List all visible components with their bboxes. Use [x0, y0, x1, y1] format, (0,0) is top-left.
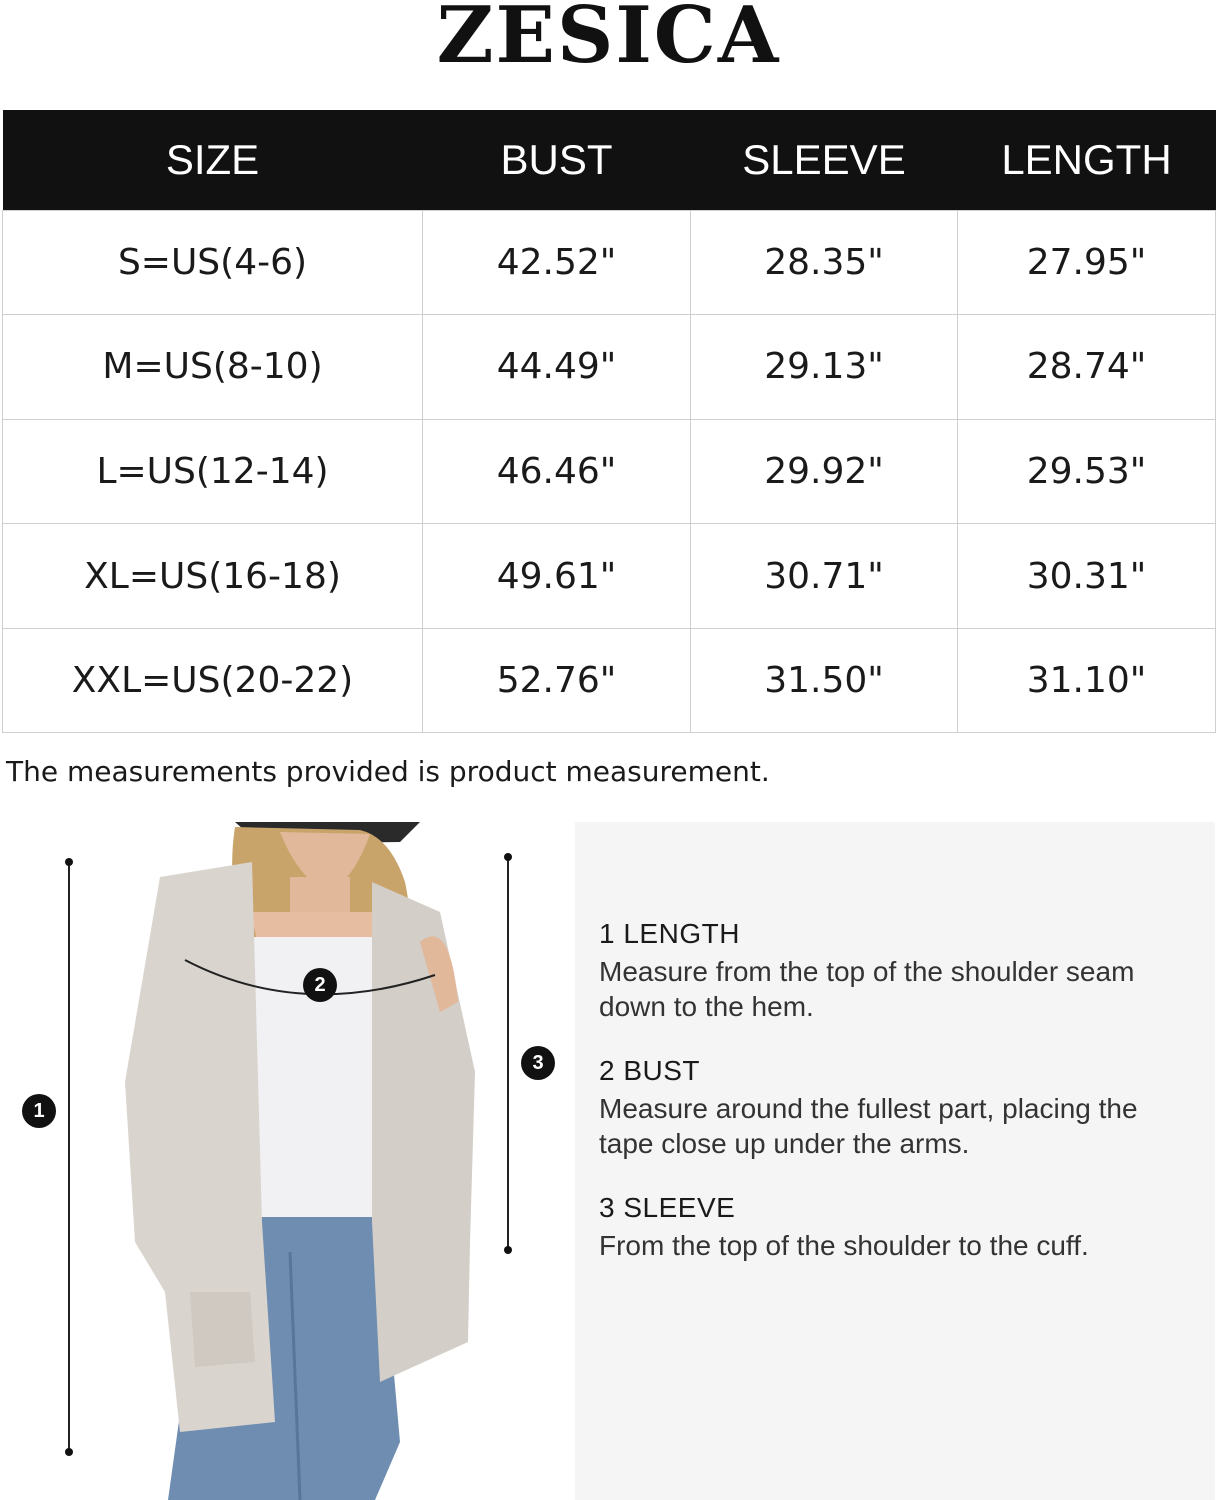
guide-sleeve — [599, 1192, 1159, 1263]
cell-bust: 52.76" — [423, 628, 691, 733]
table-row — [3, 315, 1216, 420]
cell-bust: 44.49" — [423, 315, 691, 420]
cell-size: XXL=US(20-22) — [3, 628, 423, 733]
header-length: LENGTH — [958, 110, 1216, 210]
marker-sleeve: 3 — [521, 1046, 555, 1080]
guide-bust-title: 2 BUST — [599, 1055, 701, 1086]
cell-sleeve: 29.92" — [691, 419, 958, 524]
brand-logo: ZESICA — [436, 0, 781, 81]
cell-sleeve: 30.71" — [691, 524, 958, 629]
cell-size: L=US(12-14) — [3, 419, 423, 524]
cell-size: XL=US(16-18) — [3, 524, 423, 629]
header-size: SIZE — [3, 110, 423, 210]
cell-length: 28.74" — [958, 315, 1216, 420]
guide-bust — [599, 1055, 1159, 1161]
marker-bust: 2 — [303, 968, 337, 1002]
marker-length: 1 — [22, 1094, 56, 1128]
guide-length-title: 1 LENGTH — [599, 918, 740, 949]
table-row — [3, 419, 1216, 524]
cell-bust: 49.61" — [423, 524, 691, 629]
cell-length: 31.10" — [958, 628, 1216, 733]
cell-bust: 42.52" — [423, 210, 691, 315]
guide-bust-desc: Measure around the fullest part, placing the tape close up under the arms. — [599, 1093, 1138, 1159]
cell-length: 30.31" — [958, 524, 1216, 629]
cell-sleeve: 29.13" — [691, 315, 958, 420]
table-header-row — [3, 110, 1216, 210]
size-chart-table — [2, 110, 1216, 733]
cell-length: 27.95" — [958, 210, 1216, 315]
table-row — [3, 524, 1216, 629]
cell-length: 29.53" — [958, 419, 1216, 524]
cell-size: M=US(8-10) — [3, 315, 423, 420]
cell-bust: 46.46" — [423, 419, 691, 524]
table-row — [3, 210, 1216, 315]
guide-length — [599, 918, 1159, 1024]
guide-length-desc: Measure from the top of the shoulder seam down to the hem. — [599, 956, 1135, 1022]
header-sleeve: SLEEVE — [691, 110, 958, 210]
model-illustration — [0, 822, 575, 1500]
model-photo — [0, 822, 575, 1500]
measurement-note: The measurements provided is product measurement. — [6, 755, 770, 788]
table-row — [3, 628, 1216, 733]
cell-sleeve: 31.50" — [691, 628, 958, 733]
guide-sleeve-title: 3 SLEEVE — [599, 1192, 736, 1223]
guide-sleeve-desc: From the top of the shoulder to the cuff. — [599, 1230, 1089, 1261]
cell-sleeve: 28.35" — [691, 210, 958, 315]
header-bust: BUST — [423, 110, 691, 210]
cell-size: S=US(4-6) — [3, 210, 423, 315]
measurement-guide-panel — [575, 822, 1215, 1500]
